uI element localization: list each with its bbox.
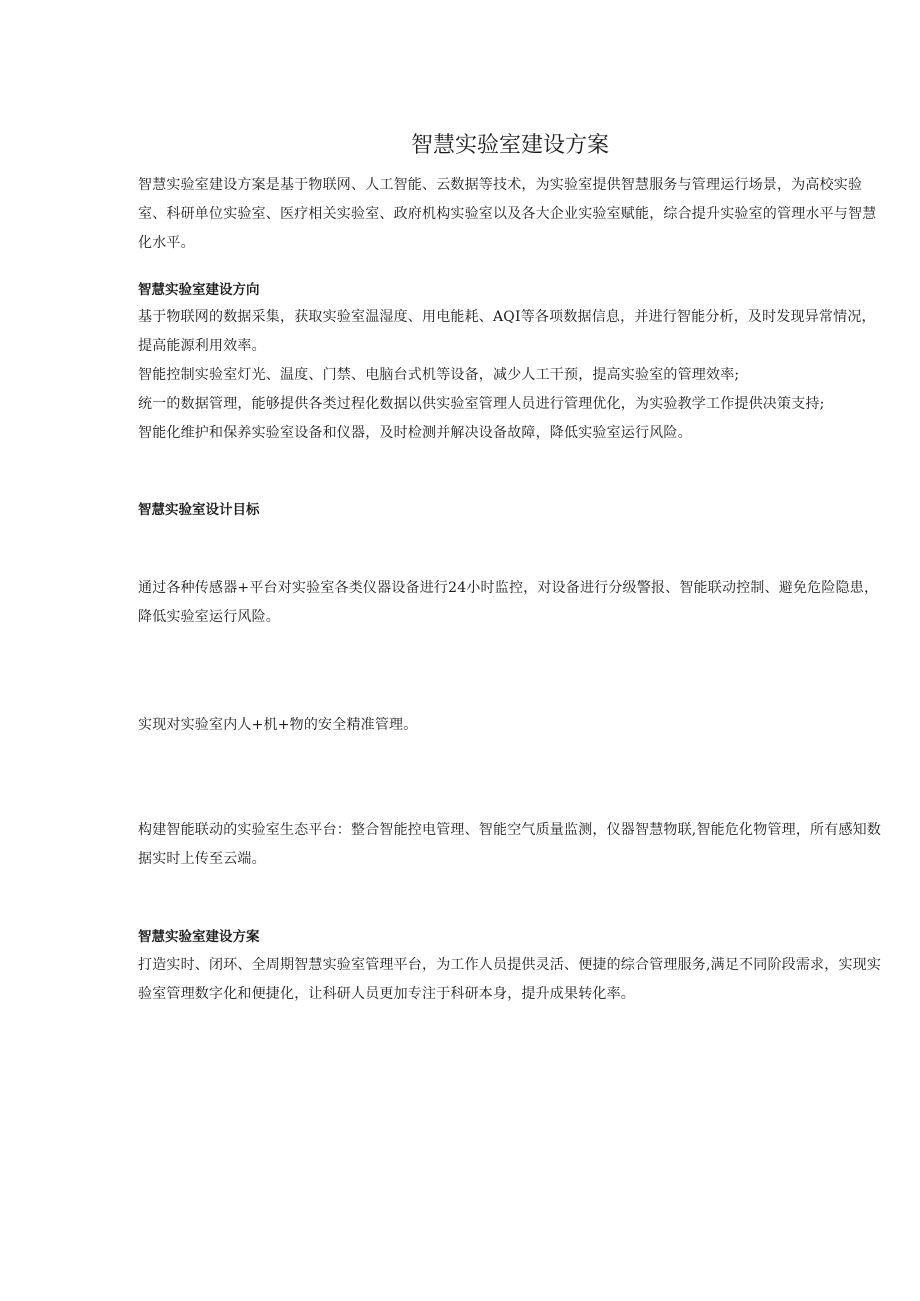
direction-item-data-collection: 基于物联网的数据采集，获取实验室温湿度、用电能耗、AQI等各项数据信息，并进行智能分析，及时发现异常情况，提高能源利用效率。 [138, 309, 876, 354]
plan-paragraph: 打造实时、闭环、全周期智慧实验室管理平台，为工作人员提供灵活、便捷的综合管理服务,满足不同阶段需求，实现实验室管理数字化和便捷化，让科研人员更加专注于科研本身，提升成果转化率。 [138, 957, 882, 1002]
intro-paragraph: 智慧实验室建设方案是基于物联网、人工智能、云数据等技术，为实验室提供智慧服务与管理运行场景，为高校实验室、科研单位实验室、医疗相关实验室、政府机构实验室以及各大企业实验室赋能，综合提升实验室的管理水平与智慧化水平。 [138, 177, 877, 251]
section-heading-direction: 智慧实验室建设方向 [138, 282, 260, 298]
goal-safety-paragraph: 实现对实验室内人+机+物的安全精准管理。 [138, 717, 418, 733]
goal-ecosystem-paragraph: 构建智能联动的实验室生态平台：整合智能控电管理、智能空气质量监测，仪器智慧物联,智能危化物管理，所有感知数据实时上传至云端。 [138, 822, 882, 867]
direction-list [138, 303, 883, 448]
section-heading-goals: 智慧实验室设计目标 [138, 502, 260, 518]
section-heading-plan: 智慧实验室建设方案 [138, 929, 260, 945]
goal-monitoring-paragraph: 通过各种传感器+平台对实验室各类仪器设备进行24小时监控，对设备进行分级警报、智能联动控制、避免危险隐患，降低实验室运行风险。 [138, 580, 879, 625]
document-title: 智慧实验室建设方案 [410, 133, 609, 158]
direction-item-maintenance: 智能化维护和保养实验室设备和仪器，及时检测并解决设备故障，降低实验室运行风险。 [138, 425, 692, 441]
direction-item-smart-control: 智能控制实验室灯光、温度、门禁、电脑台式机等设备，减少人工干预，提高实验室的管理效率; [138, 367, 740, 383]
direction-item-data-management: 统一的数据管理，能够提供各类过程化数据以供实验室管理人员进行管理优化，为实验教学工作提供决策支持; [138, 396, 825, 412]
